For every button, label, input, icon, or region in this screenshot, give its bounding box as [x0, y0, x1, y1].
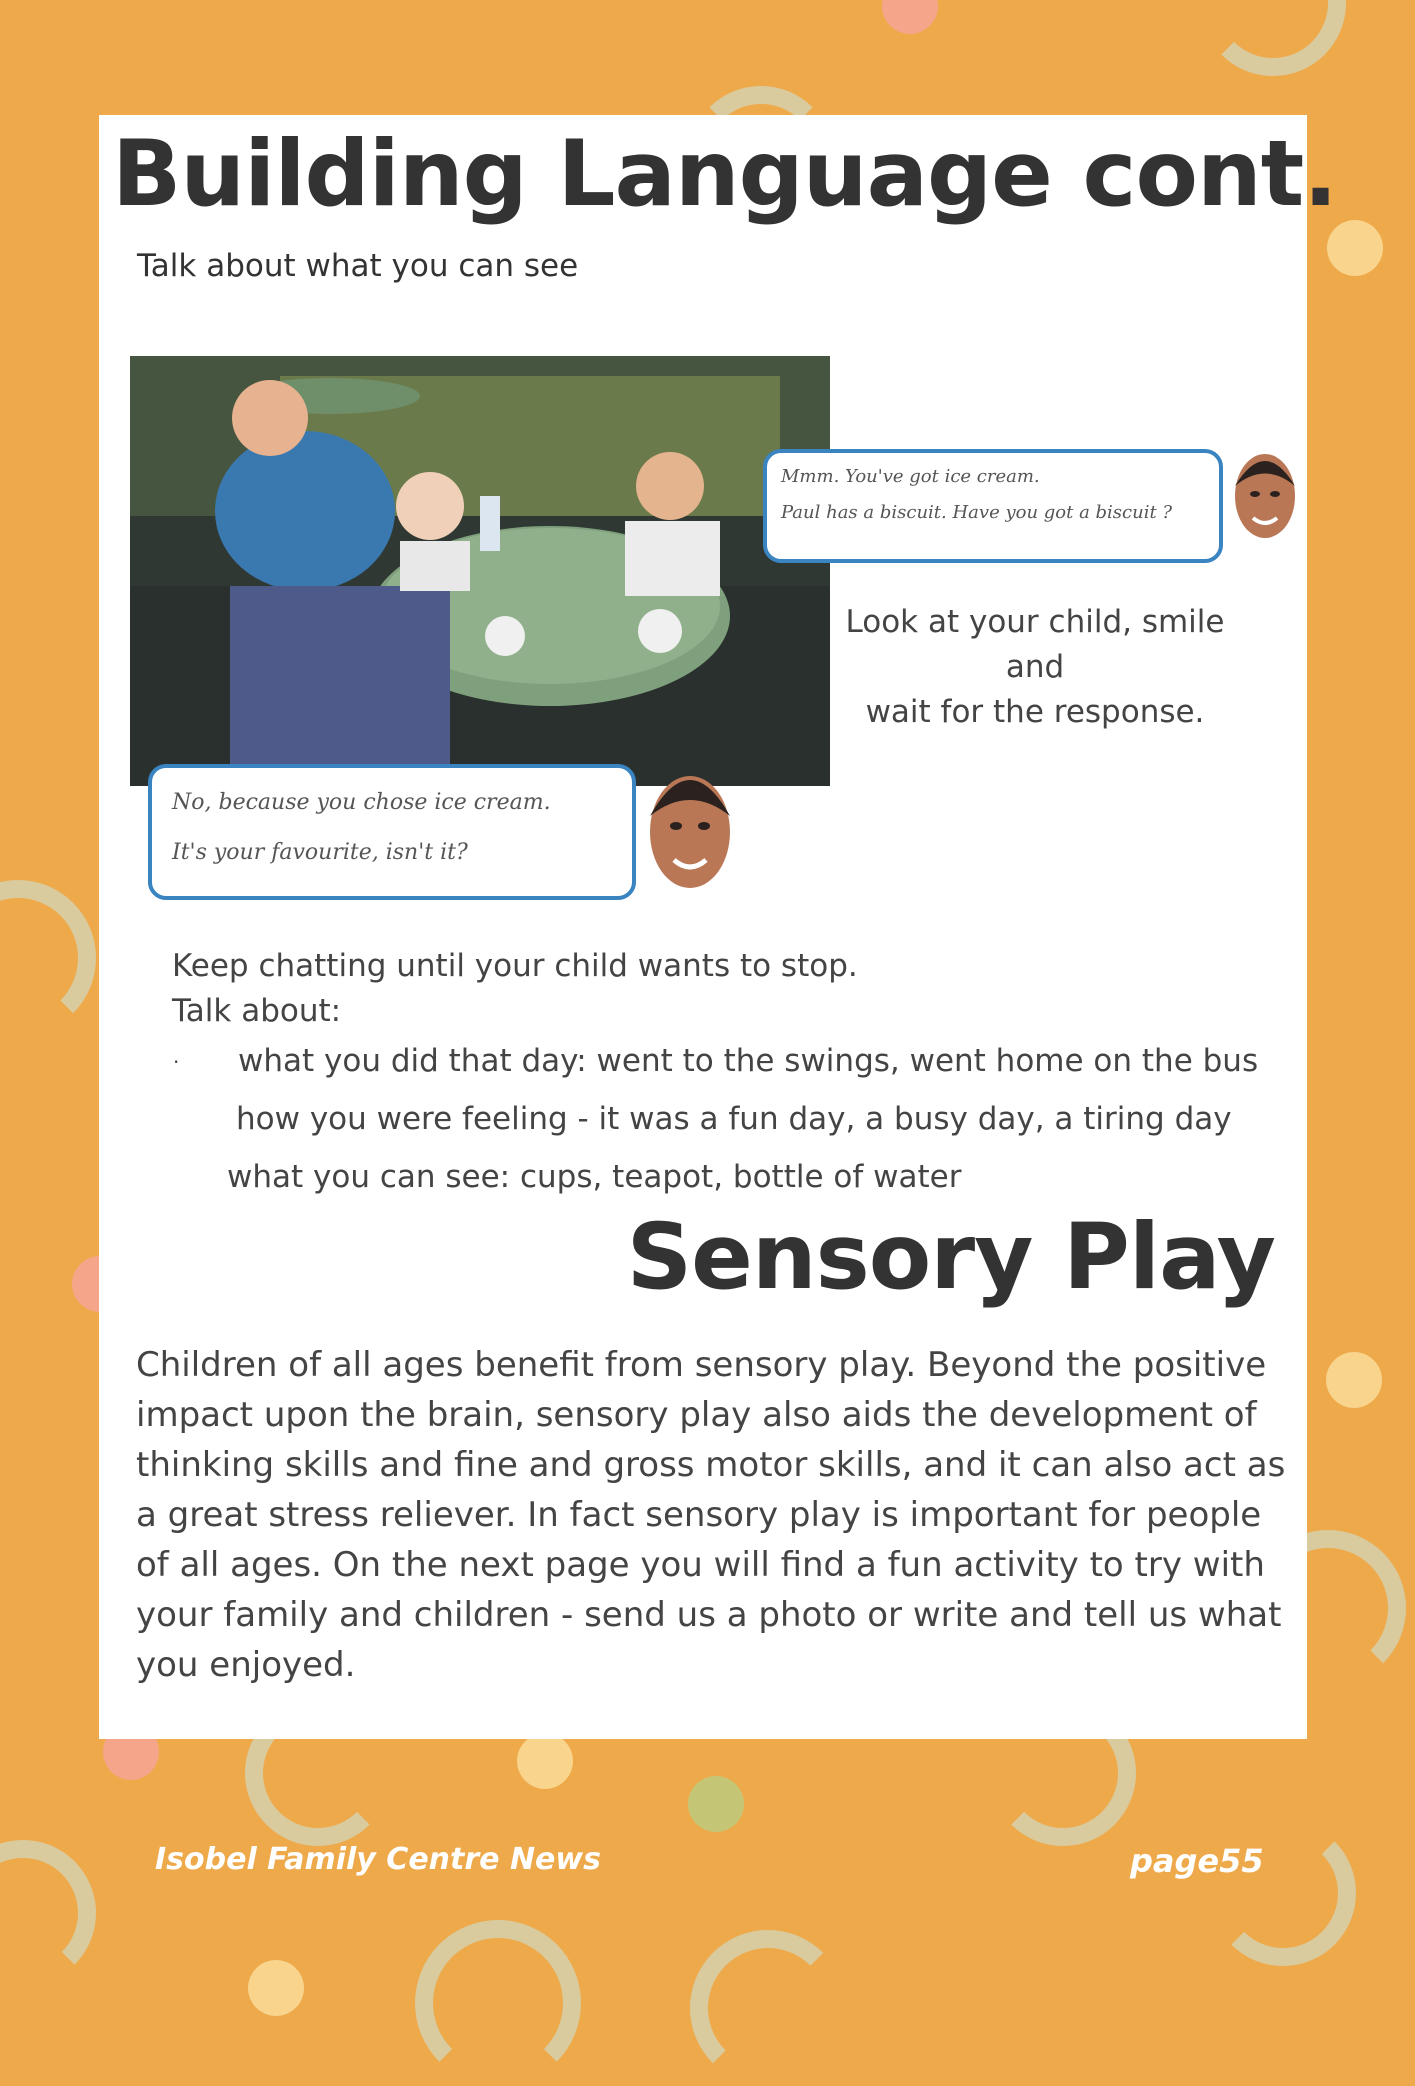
list-item: what you can see: cups, teapot, bottle of water: [227, 1159, 962, 1195]
decor-dot: [688, 1776, 744, 1832]
face-illustration-icon: [1225, 436, 1305, 556]
decor-arc: [1200, 0, 1346, 76]
section-body: Children of all ages benefit from sensory play. Beyond the positive impact upon the brain, sensory play also aids the development of thinking skills and fine and gross motor skills, and it can also act as a great stress reliever. In fact sensory play is important for people of all ages. On the next page you will find a fun activity to try with your family and children - send us a photo or write and tell us what you enjoyed.: [136, 1345, 1286, 1685]
list-item: how you were feeling - it was a fun day, a busy day, a tiring day: [236, 1101, 1232, 1137]
decor-arc: [415, 1920, 581, 2086]
decor-arc: [690, 1930, 846, 2086]
newsletter-name: Isobel Family Centre News: [155, 1842, 601, 1877]
speech-bubble-top: [763, 449, 1223, 563]
chat-line2: Talk about:: [172, 993, 342, 1029]
bubble-bottom-line2: It's your favourite, isn't it?: [172, 840, 468, 865]
decor-dot: [248, 1960, 304, 2016]
decor-dot: [1326, 1352, 1382, 1408]
advice-line2: and: [1005, 649, 1065, 685]
photo-illustration: [130, 356, 830, 786]
bubble-bottom-line1: No, because you chose ice cream.: [172, 790, 551, 815]
bullet-marker: ·: [173, 1050, 180, 1074]
subtitle: Talk about what you can see: [137, 248, 579, 284]
section-title: Sensory Play: [626, 1205, 1275, 1310]
page-number: page55: [1130, 1842, 1264, 1880]
bubble-top-line1: Mmm. You've got ice cream.: [781, 466, 1040, 487]
advice-text: [840, 600, 1230, 735]
advice-line3: wait for the response.: [865, 694, 1205, 730]
list-item: what you did that day: went to the swings, went home on the bus: [238, 1043, 1259, 1079]
page-title: Building Language cont.: [112, 122, 1337, 227]
family-photo: [130, 356, 830, 786]
decor-arc: [0, 880, 96, 1036]
decor-arc: [0, 1840, 96, 1986]
advice-line1: Look at your child, smile: [845, 604, 1225, 640]
decor-dot: [882, 0, 938, 34]
speech-bubble-bottom: [148, 764, 636, 900]
face-illustration-icon: [640, 754, 740, 904]
bubble-top-line2: Paul has a biscuit. Have you got a biscuit ?: [781, 502, 1173, 523]
decor-dot: [517, 1733, 573, 1789]
chat-guidance: [172, 944, 858, 1034]
decor-dot: [1327, 220, 1383, 276]
chat-line1: Keep chatting until your child wants to stop.: [172, 948, 858, 984]
